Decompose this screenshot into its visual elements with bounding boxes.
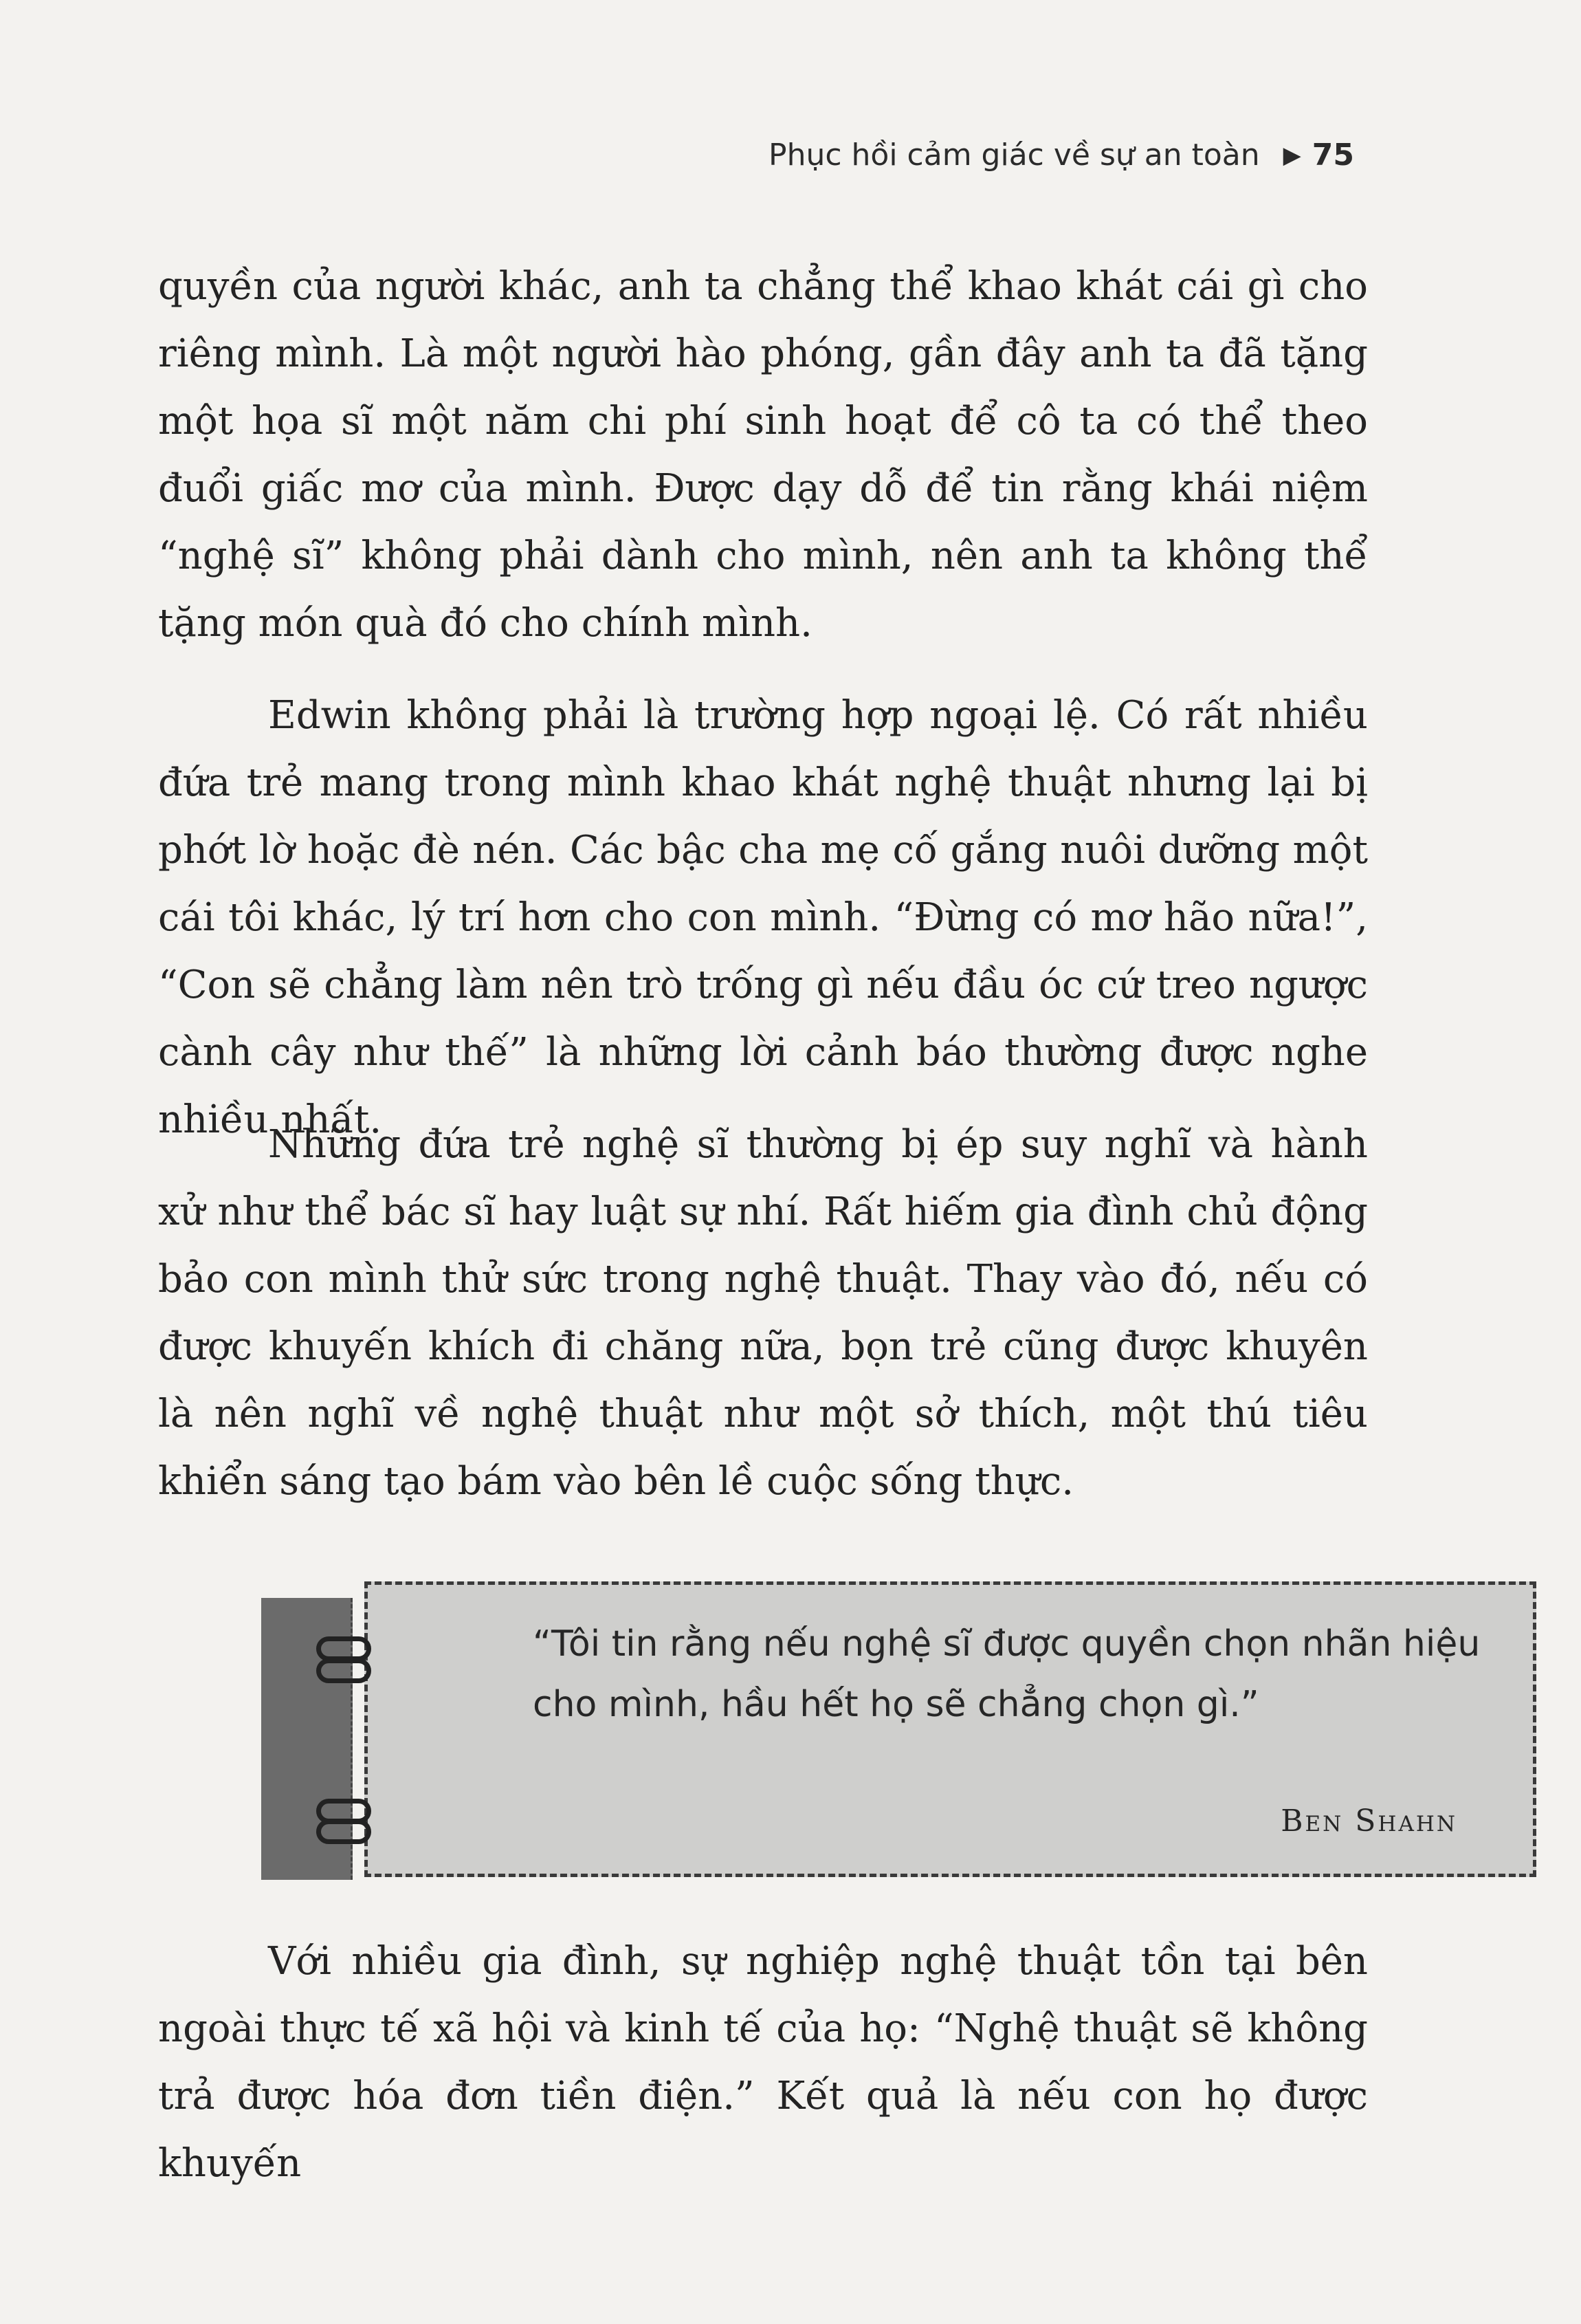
binder-ring-icon: [316, 1658, 371, 1683]
paragraph-3: [158, 1111, 1368, 1515]
quote-box: [261, 1581, 1547, 1884]
running-header: [769, 138, 1354, 173]
quote-author: Ben Shahn: [1281, 1804, 1457, 1839]
page-number: 75: [1312, 138, 1354, 173]
paragraph-text: Với nhiều gia đình, sự nghiệp nghệ thuật tồn tại bên ngoài thực tế xã hội và kinh tế của họ: “Nghệ thuật sẽ không trả được hóa đơn tiền điện.” Kết quả là nếu con họ được khuyến: [158, 1939, 1368, 2186]
paragraph-2: [158, 682, 1368, 1154]
paragraph-1: [158, 253, 1368, 657]
paragraph-text: Edwin không phải là trường hợp ngoại lệ. Có rất nhiều đứa trẻ mang trong mình khao khát nghệ thuật nhưng lại bị phớt lờ hoặc đè nén. Các bậc cha mẹ cố gắng nuôi dưỡng một cái tôi khác, lý trí hơn cho con mình. “Đừng có mơ hão nữa!”, “Con sẽ chẳng làm nên trò trống gì nếu đầu óc cứ treo ngược cành cây như thế” là những lời cảnh báo thường được nghe nhiều nhất.: [158, 693, 1368, 1142]
triangle-right-icon: ▶: [1283, 141, 1301, 169]
paragraph-text: Những đứa trẻ nghệ sĩ thường bị ép suy nghĩ và hành xử như thể bác sĩ hay luật sự nhí. Rất hiếm gia đình chủ động bảo con mình thử sức trong nghệ thuật. Thay vào đó, nếu có được khuyến khích đi chăng nữa, bọn trẻ cũng được khuyên là nên nghĩ về nghệ thuật như một sở thích, một thú tiêu khiển sáng tạo bám vào bên lề cuộc sống thực.: [158, 1122, 1368, 1504]
quote-text: “Tôi tin rằng nếu nghệ sĩ được quyền chọn nhãn hiệu cho mình, hầu hết họ sẽ chẳng chọn gì.”: [533, 1623, 1481, 1725]
binder-ring-icon: [316, 1636, 371, 1661]
binder-ring-icon: [316, 1819, 371, 1844]
paragraph-text: quyền của người khác, anh ta chẳng thể khao khát cái gì cho riêng mình. Là một người hào phóng, gần đây anh ta đã tặng một họa sĩ một năm chi phí sinh hoạt để cô ta có thể theo đuổi giấc mơ của mình. Được dạy dỗ để tin rằng khái niệm “nghệ sĩ” không phải dành cho mình, nên anh ta không thể tặng món quà đó cho chính mình.: [158, 264, 1368, 646]
quote-card: [364, 1581, 1536, 1877]
paragraph-4: [158, 1928, 1368, 2197]
chapter-title: Phục hồi cảm giác về sự an toàn: [769, 138, 1260, 173]
